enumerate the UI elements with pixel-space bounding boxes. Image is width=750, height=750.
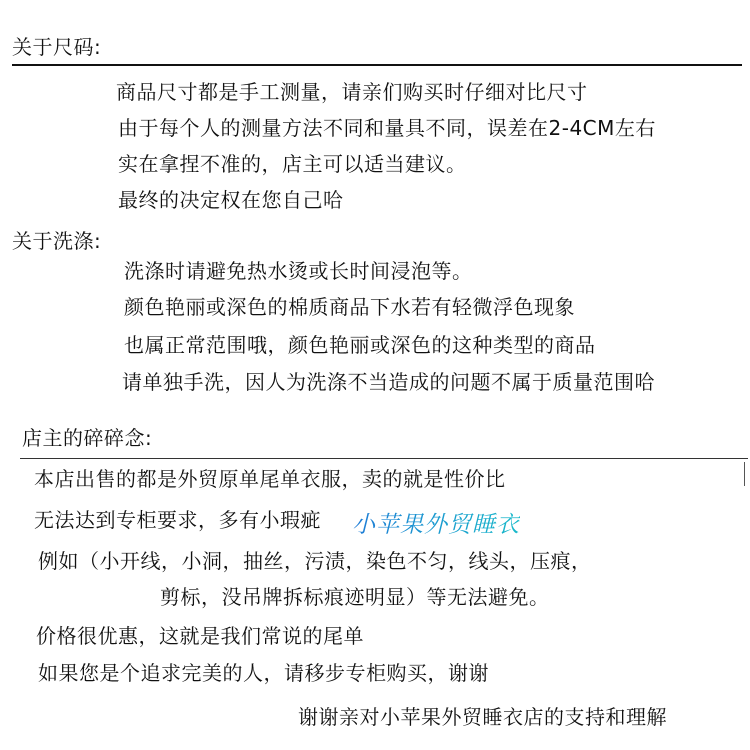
owner-section-edge-mark	[744, 462, 745, 486]
wash-line-1: 洗涤时请避免热水烫或长时间浸泡等。	[124, 259, 473, 283]
owner-line-1: 本店出售的都是外贸原单尾单衣服，卖的就是性价比	[34, 467, 506, 491]
owner-section-heading: 店主的碎碎念:	[22, 426, 153, 450]
size-line-3: 实在拿捏不准的，店主可以适当建议。	[118, 152, 467, 176]
shop-watermark: 小苹果外贸睡衣	[352, 512, 520, 538]
wash-line-4: 请单独手洗，因人为洗涤不当造成的问题不属于质量范围哈	[122, 370, 655, 394]
owner-line-3: 例如（小开线，小洞，抽丝，污渍，染色不匀，线头，压痕，	[38, 549, 592, 573]
wash-line-3: 也属正常范围哦，颜色艳丽或深色的这种类型的商品	[124, 333, 596, 357]
size-section-heading: 关于尺码:	[12, 35, 102, 59]
size-line-1: 商品尺寸都是手工测量，请亲们购买时仔细对比尺寸	[116, 80, 588, 104]
owner-line-4: 剪标，没吊牌拆标痕迹明显）等无法避免。	[160, 585, 550, 609]
wash-line-2: 颜色艳丽或深色的棉质商品下水若有轻微浮色现象	[124, 295, 575, 319]
owner-closing-line: 谢谢亲对小苹果外贸睡衣店的支持和理解	[298, 705, 667, 729]
size-line-2: 由于每个人的测量方法不同和量具不同，误差在2-4CM左右	[118, 116, 656, 140]
owner-section-divider	[20, 458, 748, 459]
owner-line-2: 无法达到专柜要求，多有小瑕疵	[34, 508, 321, 532]
owner-line-5: 价格很优惠，这就是我们常说的尾单	[36, 624, 364, 648]
size-section-divider	[12, 64, 742, 66]
size-line-4: 最终的决定权在您自己哈	[118, 188, 344, 212]
wash-section-heading: 关于洗涤:	[12, 229, 102, 253]
owner-line-6: 如果您是个追求完美的人，请移步专柜购买，谢谢	[38, 661, 489, 685]
